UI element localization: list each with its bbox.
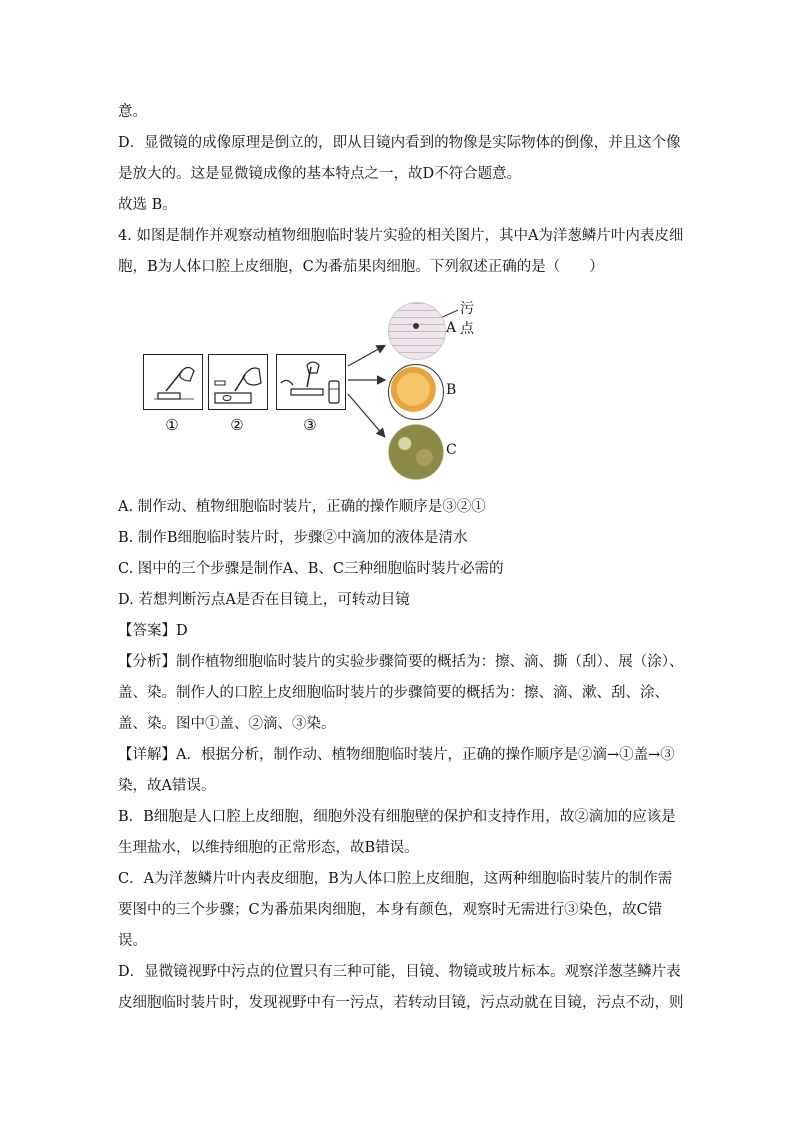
question-4-stem: 胞，B为人体口腔上皮细胞，C为番茄果肉细胞。下列叙述正确的是（ ） — [118, 259, 604, 275]
question-4-stem: 4. 如图是制作并观察动植物细胞临时装片实验的相关图片，其中A为洋葱鳞片叶内表皮细 — [118, 228, 684, 244]
text-line: 意。 — [118, 104, 147, 120]
option-c: C. 图中的三个步骤是制作A、B、C三种细胞临时装片必需的 — [118, 561, 504, 577]
explanation: 要图中的三个步骤；C为番茄果肉细胞，本身有颜色，观察时无需进行③染色，故C错 — [118, 902, 663, 918]
analysis: 【分析】制作植物细胞临时装片的实验步骤简要的概括为：擦、滴、撕（刮）、展（涂）、 — [118, 654, 684, 670]
cheek-cell-image — [388, 364, 444, 420]
cell-label-b: B — [446, 382, 457, 398]
cell-label-a: A — [446, 320, 457, 336]
onion-cell-image — [388, 302, 446, 360]
explanation: 染，故A错误。 — [118, 778, 216, 794]
experiment-figure — [138, 296, 483, 486]
dirt-spot-icon — [413, 323, 419, 329]
step-label: ① — [165, 416, 179, 434]
option-d: D. 若想判断污点A是否在目镜上，可转动目镜 — [118, 592, 410, 608]
explanation: B．B细胞是人口腔上皮细胞，细胞外没有细胞壁的保护和支持作用，故②滴加的应该是 — [118, 809, 676, 825]
explanation: C．A为洋葱鳞片叶内表皮细胞，B为人体口腔上皮细胞，这两种细胞临时装片的制作需 — [118, 871, 673, 887]
step-label: ② — [230, 416, 244, 434]
dirt-spot-label: 污点 — [460, 301, 474, 337]
explanation: 生理盐水，以维持细胞的正常形态，故B错误。 — [118, 840, 419, 856]
explanation: D．显微镜视野中污点的位置只有三种可能，目镜、物镜或玻片标本。观察洋葱茎鳞片表 — [118, 964, 681, 980]
text-line: 是放大的。这是显微镜成像的基本特点之一，故D不符合题意。 — [118, 166, 522, 182]
analysis: 盖、染。图中①盖、②滴、③染。 — [118, 716, 336, 732]
text-line: D．显微镜的成像原理是倒立的，即从目镜内看到的物像是实际物体的倒像，并且这个像 — [118, 135, 681, 151]
step-label: ③ — [303, 416, 317, 434]
option-a: A. 制作动、植物细胞临时装片，正确的操作顺序是③②① — [118, 499, 486, 515]
explanation: 误。 — [118, 933, 147, 949]
analysis: 盖、染。制作人的口腔上皮细胞临时装片的步骤简要的概括为：擦、滴、漱、刮、涂、 — [118, 685, 669, 701]
tomato-cell-image — [388, 424, 444, 480]
text-line: 故选 B。 — [118, 197, 177, 213]
explanation: 【详解】A．根据分析，制作动、植物细胞临时装片，正确的操作顺序是②滴→①盖→③ — [118, 747, 675, 763]
cell-label-c: C — [446, 442, 457, 458]
explanation: 皮细胞临时装片时，发现视野中有一污点，若转动目镜，污点动就在目镜，污点不动，则 — [118, 995, 684, 1011]
answer: 【答案】D — [118, 623, 188, 639]
option-b: B. 制作B细胞临时装片时，步骤②中滴加的液体是清水 — [118, 530, 468, 546]
